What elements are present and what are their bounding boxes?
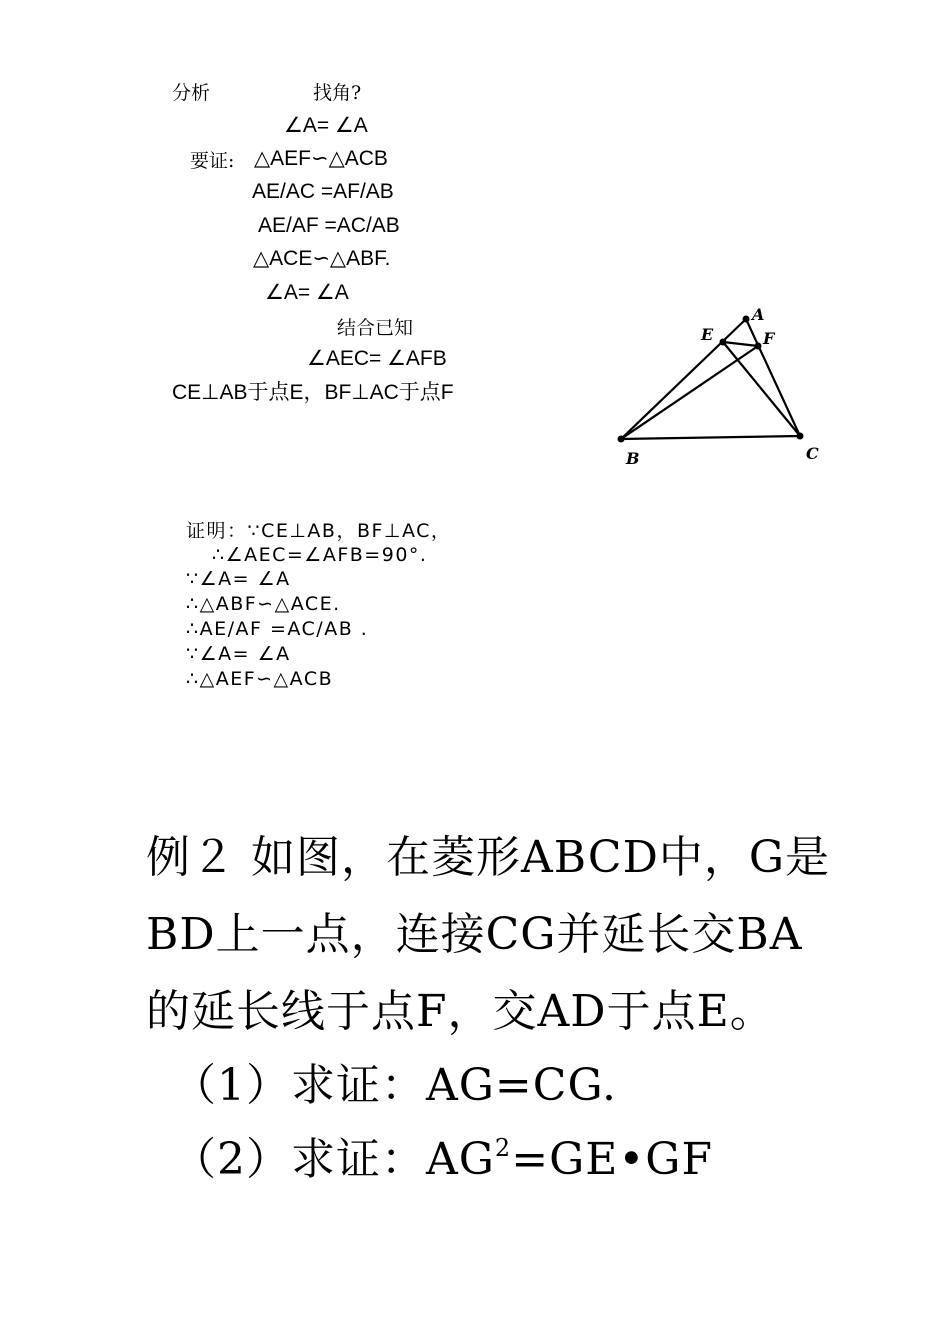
point-a [743, 316, 750, 323]
proof-line-2: ∴∠AEC=∠AFB=90°. [212, 544, 428, 566]
given-condition: CE⊥AB于点E，BF⊥AC于点F [172, 381, 454, 404]
angle-a-line-2: ∠A= ∠A [265, 281, 349, 304]
combine-known-text: 结合已知 [337, 317, 414, 339]
question-2-prefix: （2）求证：AG [172, 1134, 495, 1185]
example-line-3: 的延长线于点F，交AD于点E。 [146, 986, 775, 1037]
angle-a-line-1: ∠A= ∠A [284, 114, 368, 137]
label-b: B [626, 449, 640, 468]
proof-line-1: 证明：∵CE⊥AB，BF⊥AC， [186, 520, 452, 542]
question-2 [172, 1132, 713, 1188]
label-a: A [752, 305, 765, 324]
analysis-label: 分析 [172, 82, 211, 104]
segment-ef [723, 342, 758, 346]
segment-ba [621, 319, 746, 439]
point-e [720, 339, 727, 346]
triangle-figure [600, 300, 830, 470]
proof-line-4: ∴△ABF∽△ACE. [186, 593, 341, 615]
proof-line-6: ∵∠A= ∠A [186, 643, 291, 665]
label-c: C [806, 444, 819, 463]
segment-ce [723, 342, 800, 436]
find-angle-text: 找角? [313, 82, 362, 104]
question-2-suffix: =GE•GF [511, 1134, 713, 1185]
example-line-2: BD上一点，连接CG并延长交BA [146, 909, 803, 960]
point-b [618, 436, 625, 443]
proof-line-5: ∴AE/AF =AC/AB . [186, 618, 369, 640]
label-e: E [701, 325, 714, 344]
ratio-line-2: AE/AF =AC/AB [258, 214, 400, 237]
question-2-exponent: 2 [494, 1134, 512, 1162]
label-f: F [763, 329, 775, 348]
question-1: （1）求证：AG=CG. [172, 1060, 618, 1111]
example-line-1: 例２ 如图，在菱形ABCD中，G是 [146, 832, 831, 883]
point-f [755, 343, 762, 350]
to-prove-label: 要证: [190, 150, 235, 172]
similar-triangles-line: △ACE∽△ABF. [253, 247, 391, 270]
to-prove-statement: △AEF∽△ACB [254, 147, 388, 170]
proof-line-7: ∴△AEF∽△ACB [186, 668, 334, 690]
segment-bc [621, 436, 800, 439]
point-c [797, 433, 804, 440]
ratio-line-1: AE/AC =AF/AB [252, 180, 394, 203]
angle-equal-line: ∠AEC= ∠AFB [307, 347, 447, 370]
proof-line-3: ∵∠A= ∠A [186, 568, 291, 590]
